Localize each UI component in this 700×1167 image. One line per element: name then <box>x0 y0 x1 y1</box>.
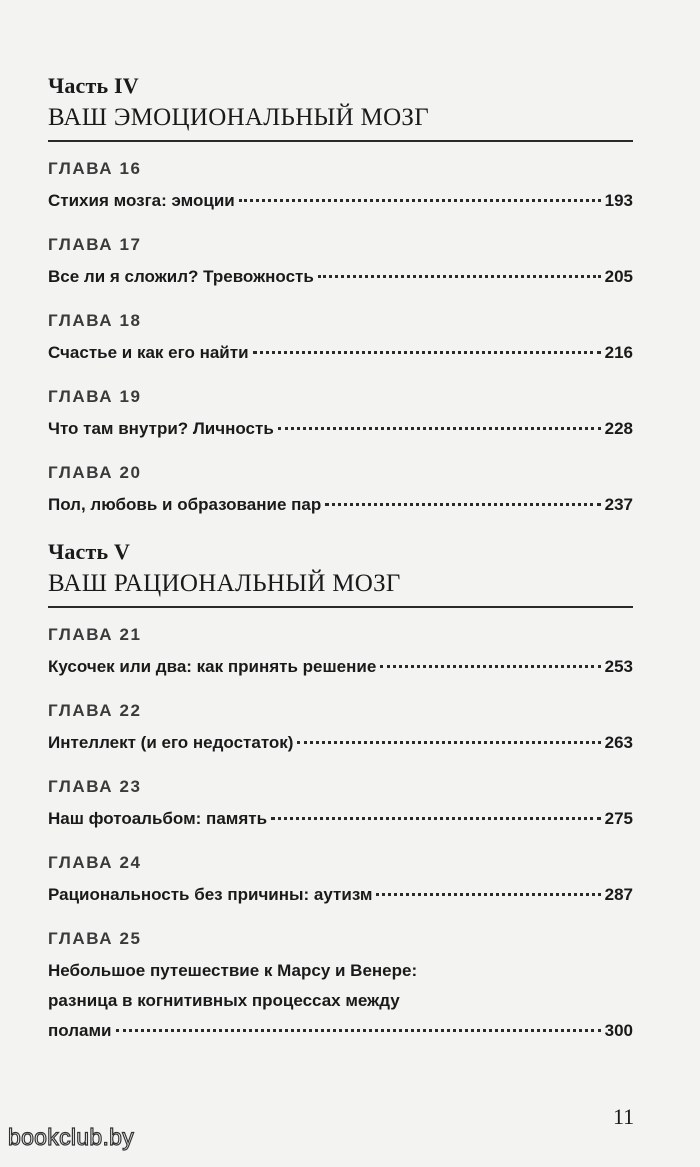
chapter-page-number: 193 <box>604 191 633 210</box>
chapter-title: Наш фотоальбом: память <box>48 809 268 828</box>
chapter-line <box>48 804 633 834</box>
chapter-title-line: Небольшое путешествие к Марсу и Венере: <box>48 961 418 980</box>
chapter-title-line: разница в когнитивных процессах между <box>48 991 400 1010</box>
part-label: Часть IV <box>48 73 139 98</box>
chapter-line <box>48 186 633 216</box>
chapter-line <box>48 880 633 910</box>
chapter-title: Стихия мозга: эмоции <box>48 191 235 210</box>
chapter-page-number: 216 <box>604 343 633 362</box>
dot-leader <box>239 199 601 202</box>
table-of-contents <box>48 72 633 1064</box>
chapter-number: ГЛАВА 17 <box>48 235 142 254</box>
part-4 <box>48 72 633 520</box>
chapter-entry[interactable] <box>48 234 633 292</box>
chapter-page-number: 253 <box>604 657 633 676</box>
dot-leader <box>271 817 601 820</box>
dot-leader <box>376 893 600 896</box>
chapter-title: Счастье и как его найти <box>48 343 249 362</box>
part-label: Часть V <box>48 539 131 564</box>
chapter-number: ГЛАВА 16 <box>48 159 142 178</box>
chapter-page-number: 228 <box>604 419 633 438</box>
chapter-page-number: 300 <box>604 1021 633 1040</box>
chapter-page-number: 205 <box>604 267 633 286</box>
dot-leader <box>116 1029 601 1032</box>
part-title: ВАШ ЭМОЦИОНАЛЬНЫЙ МОЗГ <box>48 102 633 142</box>
chapter-list <box>48 624 633 1046</box>
chapter-page-number: 237 <box>604 495 633 514</box>
chapter-line <box>48 338 633 368</box>
chapter-entry[interactable] <box>48 462 633 520</box>
chapter-number: ГЛАВА 22 <box>48 701 142 720</box>
chapter-entry[interactable] <box>48 624 633 682</box>
part-title: ВАШ РАЦИОНАЛЬНЫЙ МОЗГ <box>48 568 633 608</box>
chapter-line <box>48 1016 633 1046</box>
dot-leader <box>278 427 601 430</box>
chapter-number: ГЛАВА 24 <box>48 853 142 872</box>
chapter-entry[interactable] <box>48 310 633 368</box>
chapter-page-number: 263 <box>604 733 633 752</box>
dot-leader <box>380 665 600 668</box>
chapter-entry[interactable] <box>48 700 633 758</box>
chapter-entry[interactable] <box>48 776 633 834</box>
chapter-title: Кусочек или два: как принять решение <box>48 657 377 676</box>
chapter-title-multiline <box>48 956 633 1016</box>
chapter-number: ГЛАВА 20 <box>48 463 142 482</box>
chapter-number: ГЛАВА 18 <box>48 311 142 330</box>
dot-leader <box>253 351 601 354</box>
chapter-entry[interactable] <box>48 158 633 216</box>
chapter-line <box>48 490 633 520</box>
watermark: bookclub.by <box>8 1124 135 1150</box>
part-5 <box>48 538 633 1046</box>
dot-leader <box>318 275 601 278</box>
chapter-title: Что там внутри? Личность <box>48 419 274 438</box>
chapter-line <box>48 652 633 682</box>
chapter-list <box>48 158 633 520</box>
chapter-line <box>48 728 633 758</box>
page-number: 11 <box>613 1104 635 1129</box>
chapter-number: ГЛАВА 19 <box>48 387 142 406</box>
chapter-page-number: 287 <box>604 885 633 904</box>
chapter-line <box>48 414 633 444</box>
dot-leader <box>325 503 600 506</box>
dot-leader <box>297 741 600 744</box>
chapter-entry[interactable] <box>48 386 633 444</box>
chapter-number: ГЛАВА 21 <box>48 625 142 644</box>
chapter-title: Пол, любовь и образование пар <box>48 495 322 514</box>
chapter-entry[interactable] <box>48 852 633 910</box>
chapter-line <box>48 262 633 292</box>
chapter-title: полами <box>48 1021 112 1040</box>
chapter-page-number: 275 <box>604 809 633 828</box>
chapter-number: ГЛАВА 25 <box>48 929 142 948</box>
chapter-entry[interactable] <box>48 928 633 1046</box>
chapter-title: Интеллект (и его недостаток) <box>48 733 294 752</box>
chapter-title: Рациональность без причины: аутизм <box>48 885 373 904</box>
chapter-number: ГЛАВА 23 <box>48 777 142 796</box>
chapter-title: Все ли я сложил? Тревожность <box>48 267 314 286</box>
